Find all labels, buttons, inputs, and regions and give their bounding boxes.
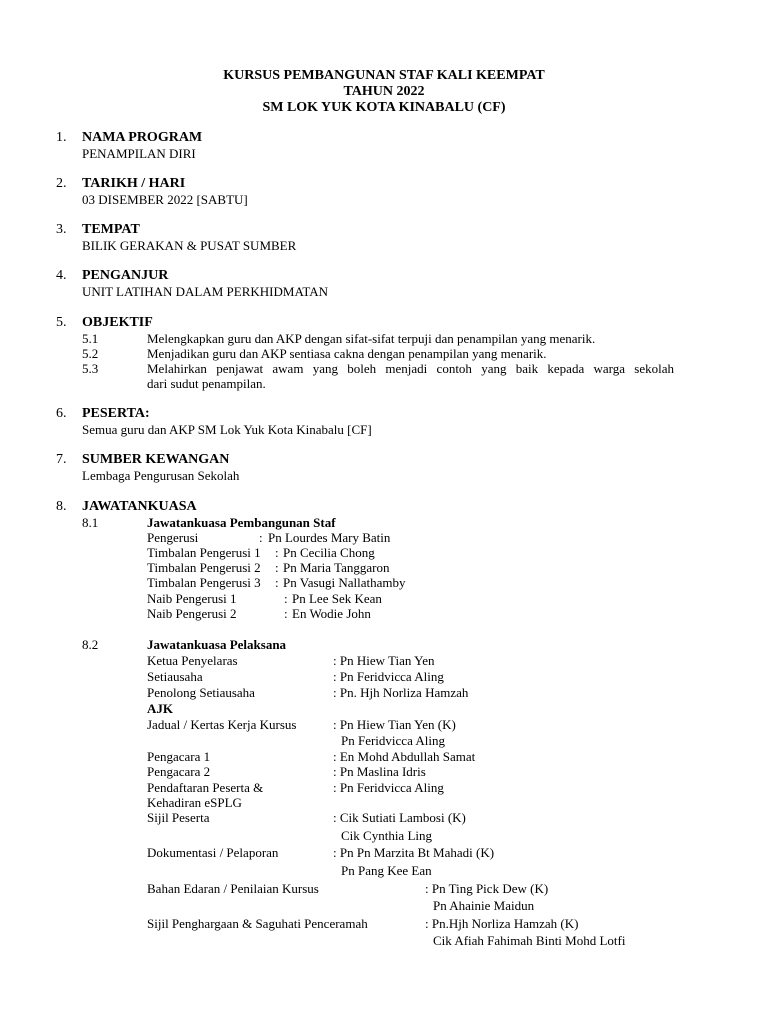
committee-role: Penolong Setiausaha (147, 685, 255, 700)
ajk-role: Sijil Peserta (147, 810, 210, 825)
committee-role: Timbalan Pengerusi 1 (147, 545, 261, 560)
ajk-role: Pengacara 2 (147, 764, 211, 779)
committee-role: Setiausaha (147, 669, 203, 684)
section-number: 4. (56, 268, 67, 283)
objective-number: 5.1 (82, 331, 99, 346)
objective-text: Melengkapkan guru dan AKP dengan sifat-sifat terpuji dan penampilan yang menarik. (147, 331, 596, 346)
committee-role: Naib Pengerusi 1 (147, 591, 237, 606)
committee-separator: : (284, 591, 288, 606)
committee-member: Pn Maria Tanggaron (283, 560, 390, 575)
committee-separator: : (275, 575, 279, 590)
committee-separator: : (259, 530, 263, 545)
committee-member: : Pn Hiew Tian Yen (333, 653, 435, 668)
objective-text: Melahirkan penjawat awam yang boleh menjadi contoh yang baik kepada warga sekolah (147, 361, 674, 376)
ajk-role: Pendaftaran Peserta & (147, 780, 264, 795)
committee-title: Jawatankuasa Pelaksana (147, 637, 287, 652)
section-value-nama-program: PENAMPILAN DIRI (82, 146, 196, 161)
section-heading-tarikh: TARIKH / HARI (82, 176, 186, 191)
objective-number: 5.3 (82, 361, 99, 376)
section-number: 8. (56, 499, 67, 514)
ajk-member: : Pn.Hjh Norliza Hamzah (K) (425, 916, 579, 931)
ajk-member: : Pn Ting Pick Dew (K) (425, 881, 549, 896)
objective-text: Menjadikan guru dan AKP sentiasa cakna dengan penampilan yang menarik. (147, 346, 547, 361)
committee-member: En Wodie John (292, 606, 371, 621)
committee-separator: : (275, 560, 279, 575)
committee-separator: : (275, 545, 279, 560)
committee-role: Ketua Penyelaras (147, 653, 238, 668)
ajk-member: : Pn Maslina Idris (333, 764, 426, 779)
ajk-role: Sijil Penghargaan & Saguhati Penceramah (147, 916, 368, 931)
section-number: 3. (56, 222, 67, 237)
committee-member: : Pn. Hjh Norliza Hamzah (333, 685, 469, 700)
ajk-member: : Pn Hiew Tian Yen (K) (333, 717, 456, 732)
committee-number: 8.2 (82, 637, 99, 652)
ajk-member: : Pn Pn Marzita Bt Mahadi (K) (333, 845, 495, 860)
committee-role: Timbalan Pengerusi 2 (147, 560, 261, 575)
section-number: 2. (56, 176, 67, 191)
section-heading-penganjur: PENGANJUR (82, 268, 169, 283)
section-value-peserta: Semua guru dan AKP SM Lok Yuk Kota Kinabalu [CF] (82, 422, 372, 437)
committee-role: Timbalan Pengerusi 3 (147, 575, 261, 590)
ajk-role: Dokumentasi / Pelaporan (147, 845, 279, 860)
committee-title: Jawatankuasa Pembangunan Staf (147, 515, 336, 530)
ajk-label: AJK (147, 701, 173, 716)
section-number: 7. (56, 452, 67, 467)
committee-number: 8.1 (82, 515, 99, 530)
ajk-member-secondary: Pn Pang Kee Ean (341, 863, 432, 878)
committee-member: Pn Lee Sek Kean (292, 591, 382, 606)
section-value-sumber-kewangan: Lembaga Pengurusan Sekolah (82, 468, 240, 483)
committee-member: : Pn Feridvicca Aling (333, 669, 444, 684)
section-value-tempat: BILIK GERAKAN & PUSAT SUMBER (82, 238, 297, 253)
ajk-role: Jadual / Kertas Kerja Kursus (147, 717, 297, 732)
committee-role: Pengerusi (147, 530, 199, 545)
section-value-tarikh: 03 DISEMBER 2022 [SABTU] (82, 192, 248, 207)
section-number: 1. (56, 130, 67, 145)
ajk-role: Pengacara 1 (147, 749, 211, 764)
ajk-member: : En Mohd Abdullah Samat (333, 749, 476, 764)
section-heading-peserta: PESERTA: (82, 406, 150, 421)
objective-text-continued: dari sudut penampilan. (147, 376, 266, 391)
section-number: 5. (56, 315, 67, 330)
section-heading-nama-program: NAMA PROGRAM (82, 130, 203, 145)
committee-role: Naib Pengerusi 2 (147, 606, 237, 621)
section-number: 6. (56, 406, 67, 421)
document-title: KURSUS PEMBANGUNAN STAF KALI KEEMPAT (223, 68, 545, 83)
ajk-member-secondary: Pn Ahainie Maidun (433, 898, 535, 913)
section-heading-objektif: OBJEKTIF (82, 315, 153, 330)
committee-member: Pn Lourdes Mary Batin (268, 530, 391, 545)
document-school: SM LOK YUK KOTA KINABALU (CF) (262, 100, 506, 115)
ajk-member-secondary: Cik Cynthia Ling (341, 828, 432, 843)
ajk-member: : Pn Feridvicca Aling (333, 780, 444, 795)
section-value-penganjur: UNIT LATIHAN DALAM PERKHIDMATAN (82, 284, 329, 299)
ajk-member-secondary: Pn Feridvicca Aling (341, 733, 445, 748)
committee-separator: : (284, 606, 288, 621)
committee-member: Pn Cecilia Chong (283, 545, 375, 560)
document-year: TAHUN 2022 (343, 84, 425, 99)
ajk-role-continued: Kehadiran eSPLG (147, 795, 242, 810)
ajk-member: : Cik Sutiati Lambosi (K) (333, 810, 466, 825)
ajk-member-secondary: Cik Afiah Fahimah Binti Mohd Lotfi (433, 933, 626, 948)
ajk-role: Bahan Edaran / Penilaian Kursus (147, 881, 319, 896)
section-heading-jawatankuasa: JAWATANKUASA (82, 499, 197, 514)
committee-member: Pn Vasugi Nallathamby (283, 575, 406, 590)
section-heading-tempat: TEMPAT (82, 222, 140, 237)
objective-number: 5.2 (82, 346, 99, 361)
section-heading-sumber-kewangan: SUMBER KEWANGAN (82, 452, 230, 467)
